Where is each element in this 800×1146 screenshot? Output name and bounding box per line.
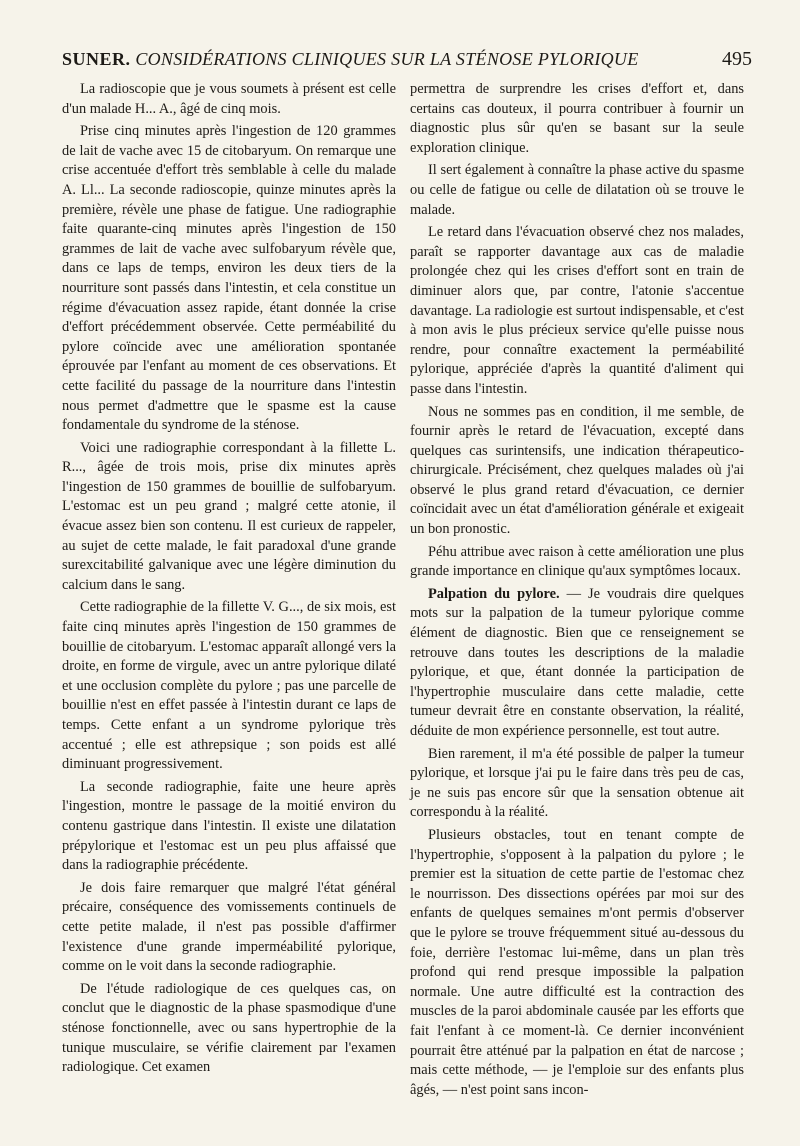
palpation-paragraph xyxy=(410,585,744,742)
paragraph: Le retard dans l'évacuation observé chez nos malades, paraît se rapporter davantage aux cas de maladie prolongée chez qui les crises d'effort sont en train de diminuer alors que, par contre, l'atonie s'accentue davantage. La radiologie est surtout indispensable, et c'est à mon avis le plus précieux service qu'elle puisse nous rendre, pour connaître exactement la perméabilité pylorique, appréciée d'après la quantité d'aliment qui passe dans l'intestin. xyxy=(410,224,744,397)
running-header xyxy=(62,44,752,74)
paragraph-continuation: permettra de surprendre les crises d'effort et, dans certains cas douteux, il pourra contribuer à fournir un diagnostic plus sûr qu'en se basant sur la seule exploration clinique. xyxy=(410,81,744,156)
section-heading: Palpation du pylore. xyxy=(428,585,560,602)
header-author: SUNER. xyxy=(62,49,131,69)
paragraph: Cette radiographie de la fillette V. G..., de six mois, est faite cinq minutes après l'ingestion de 150 grammes de bouillie de citobaryum. L'estomac apparaît allongé vers la droite, en forme de virgule, avec un antre pylorique dilaté et une occlusion complète du pylore ; pas une parcelle de bouillie n'est en effet passée à l'intestin durant ce laps de temps. Cette enfant a un syndrome pylorique très accentué ; elle est athrepsique ; son poids est allé diminuant progressivement. xyxy=(62,599,396,773)
palpation-text: — Je voudrais dire quelques mots sur la palpation de la tumeur pylorique comme élément de diagnostic. Bien que ce renseignement se retrouve dans toutes les descriptions de la maladie pylorique, et que, étant donnée la participation de l'hypertrophie musculaire dans cette maladie, cette tumeur devrait être en constante observation, la réalité, déduite de mon expérience personnelle, est tout autre. xyxy=(410,585,744,739)
paragraph: La seconde radiographie, faite une heure après l'ingestion, montre le passage de la moitié environ du contenu gastrique dans l'intestin. Il existe une dilatation prépylorique et l'estomac est un peu plus affaissé que dans la radiographie précédente. xyxy=(62,778,396,874)
paragraph: Prise cinq minutes après l'ingestion de 120 grammes de lait de vache avec 15 de citobaryum. On remarque une crise accentuée d'effort très semblable à celle du malade A. Ll... La seconde radioscopie, quinze minutes après la première, révèle une phase de fatigue. Une radiographie faite quarante-cinq minutes après l'ingestion de 150 grammes de lait de vache avec sulfobaryum révèle que, dans ce laps de temps, environ les deux tiers de la nourriture sont passés dans l'intestin, et cela constitue un régime d'évacuation assez rapide, étant donnée la crise d'effort précédemment observée. Cette perméabilité du pylore coïncide avec une amélioration spontanée éprouvée par l'enfant au moment de ces observations. Et cette facilité du passage de la nourriture dans l'intestin nous permet d'admettre que le spasme est la cause fondamentale du syndrome de la sténose. xyxy=(62,123,396,434)
paragraph: Péhu attribue avec raison à cette amélioration une plus grande importance en clinique qu'aux symptômes locaux. xyxy=(410,543,744,580)
left-column xyxy=(62,80,396,1078)
right-column xyxy=(410,80,744,1100)
page-number: 495 xyxy=(722,48,752,70)
paragraph: Voici une radiographie correspondant à la fillette L. R..., âgée de trois mois, prise dix minutes après l'ingestion de 150 grammes de bouillie de sulfobaryum. L'estomac est un peu grand ; malgré cette atonie, il évacue assez bien son contenu. Il est curieux de rappeler, au sujet de cette malade, le fait paradoxal d'une grande surexcitabilité galvanique avec une légère diminution du calcium dans le sang. xyxy=(62,439,396,593)
paragraph: Plusieurs obstacles, tout en tenant compte de l'hypertrophie, s'opposent à la palpation du pylore ; le premier est la situation de cette partie de l'estomac chez le nourrisson. Des dissections opérées par moi sur des enfants de quelques semaines m'ont permis d'observer que le pylore se trouve fréquemment situé au-dessous du foie, derrière l'estomac lui-même, dans un plan très profond qui rend presque impossible la palpation normale. Une autre difficulté est la contraction des muscles de la paroi abdominale causée par les efforts que fait l'enfant à ce moment-là. Ce dernier inconvénient pourrait être atténué par la palpation en état de narcose ; mais cette méthode, — je l'emploie sur des enfants plus âgés, — n'est point sans incon- xyxy=(410,826,744,1098)
paragraph: Bien rarement, il m'a été possible de palper la tumeur pylorique, et lorsque j'ai pu le faire dans très peu de cas, je ne suis pas encore sûr que la sensation obtenue ait correspondu à la réalité. xyxy=(410,745,744,821)
paragraph: La radioscopie que je vous soumets à présent est celle d'un malade H... A., âgé de cinq mois. xyxy=(62,81,396,117)
header-title: CONSIDÉRATIONS CLINIQUES SUR LA STÉNOSE PYLORIQUE xyxy=(130,49,639,69)
paragraph: Nous ne sommes pas en condition, il me semble, de fournir après le retard de l'évacuation, excepté dans quelques cas surintensifs, une indication thérapeutico-chirurgicale. Précisément, chez quelques malades où j'ai observé le plus grand retard d'évacuation, ce dernier coïncidait avec un état d'amélioration générale et exigeait un bon pronostic. xyxy=(410,403,744,538)
paragraph: Je dois faire remarquer que malgré l'état général précaire, conséquence des vomissements continuels de cette petite malade, il n'est pas possible d'affirmer l'existence d'une grande imperméabilité pylorique, comme on le voit dans la seconde radiographie. xyxy=(62,879,396,975)
paragraph: Il sert également à connaître la phase active du spasme ou celle de fatigue ou celle de dilatation où se trouve le malade. xyxy=(410,162,744,218)
paragraph: De l'étude radiologique de ces quelques cas, on conclut que le diagnostic de la phase spasmodique d'une sténose fonctionnelle, avec ou sans hypertrophie de la tunique musculaire, se vérifie clairement par l'examen radiologique. Cet examen xyxy=(62,980,396,1076)
